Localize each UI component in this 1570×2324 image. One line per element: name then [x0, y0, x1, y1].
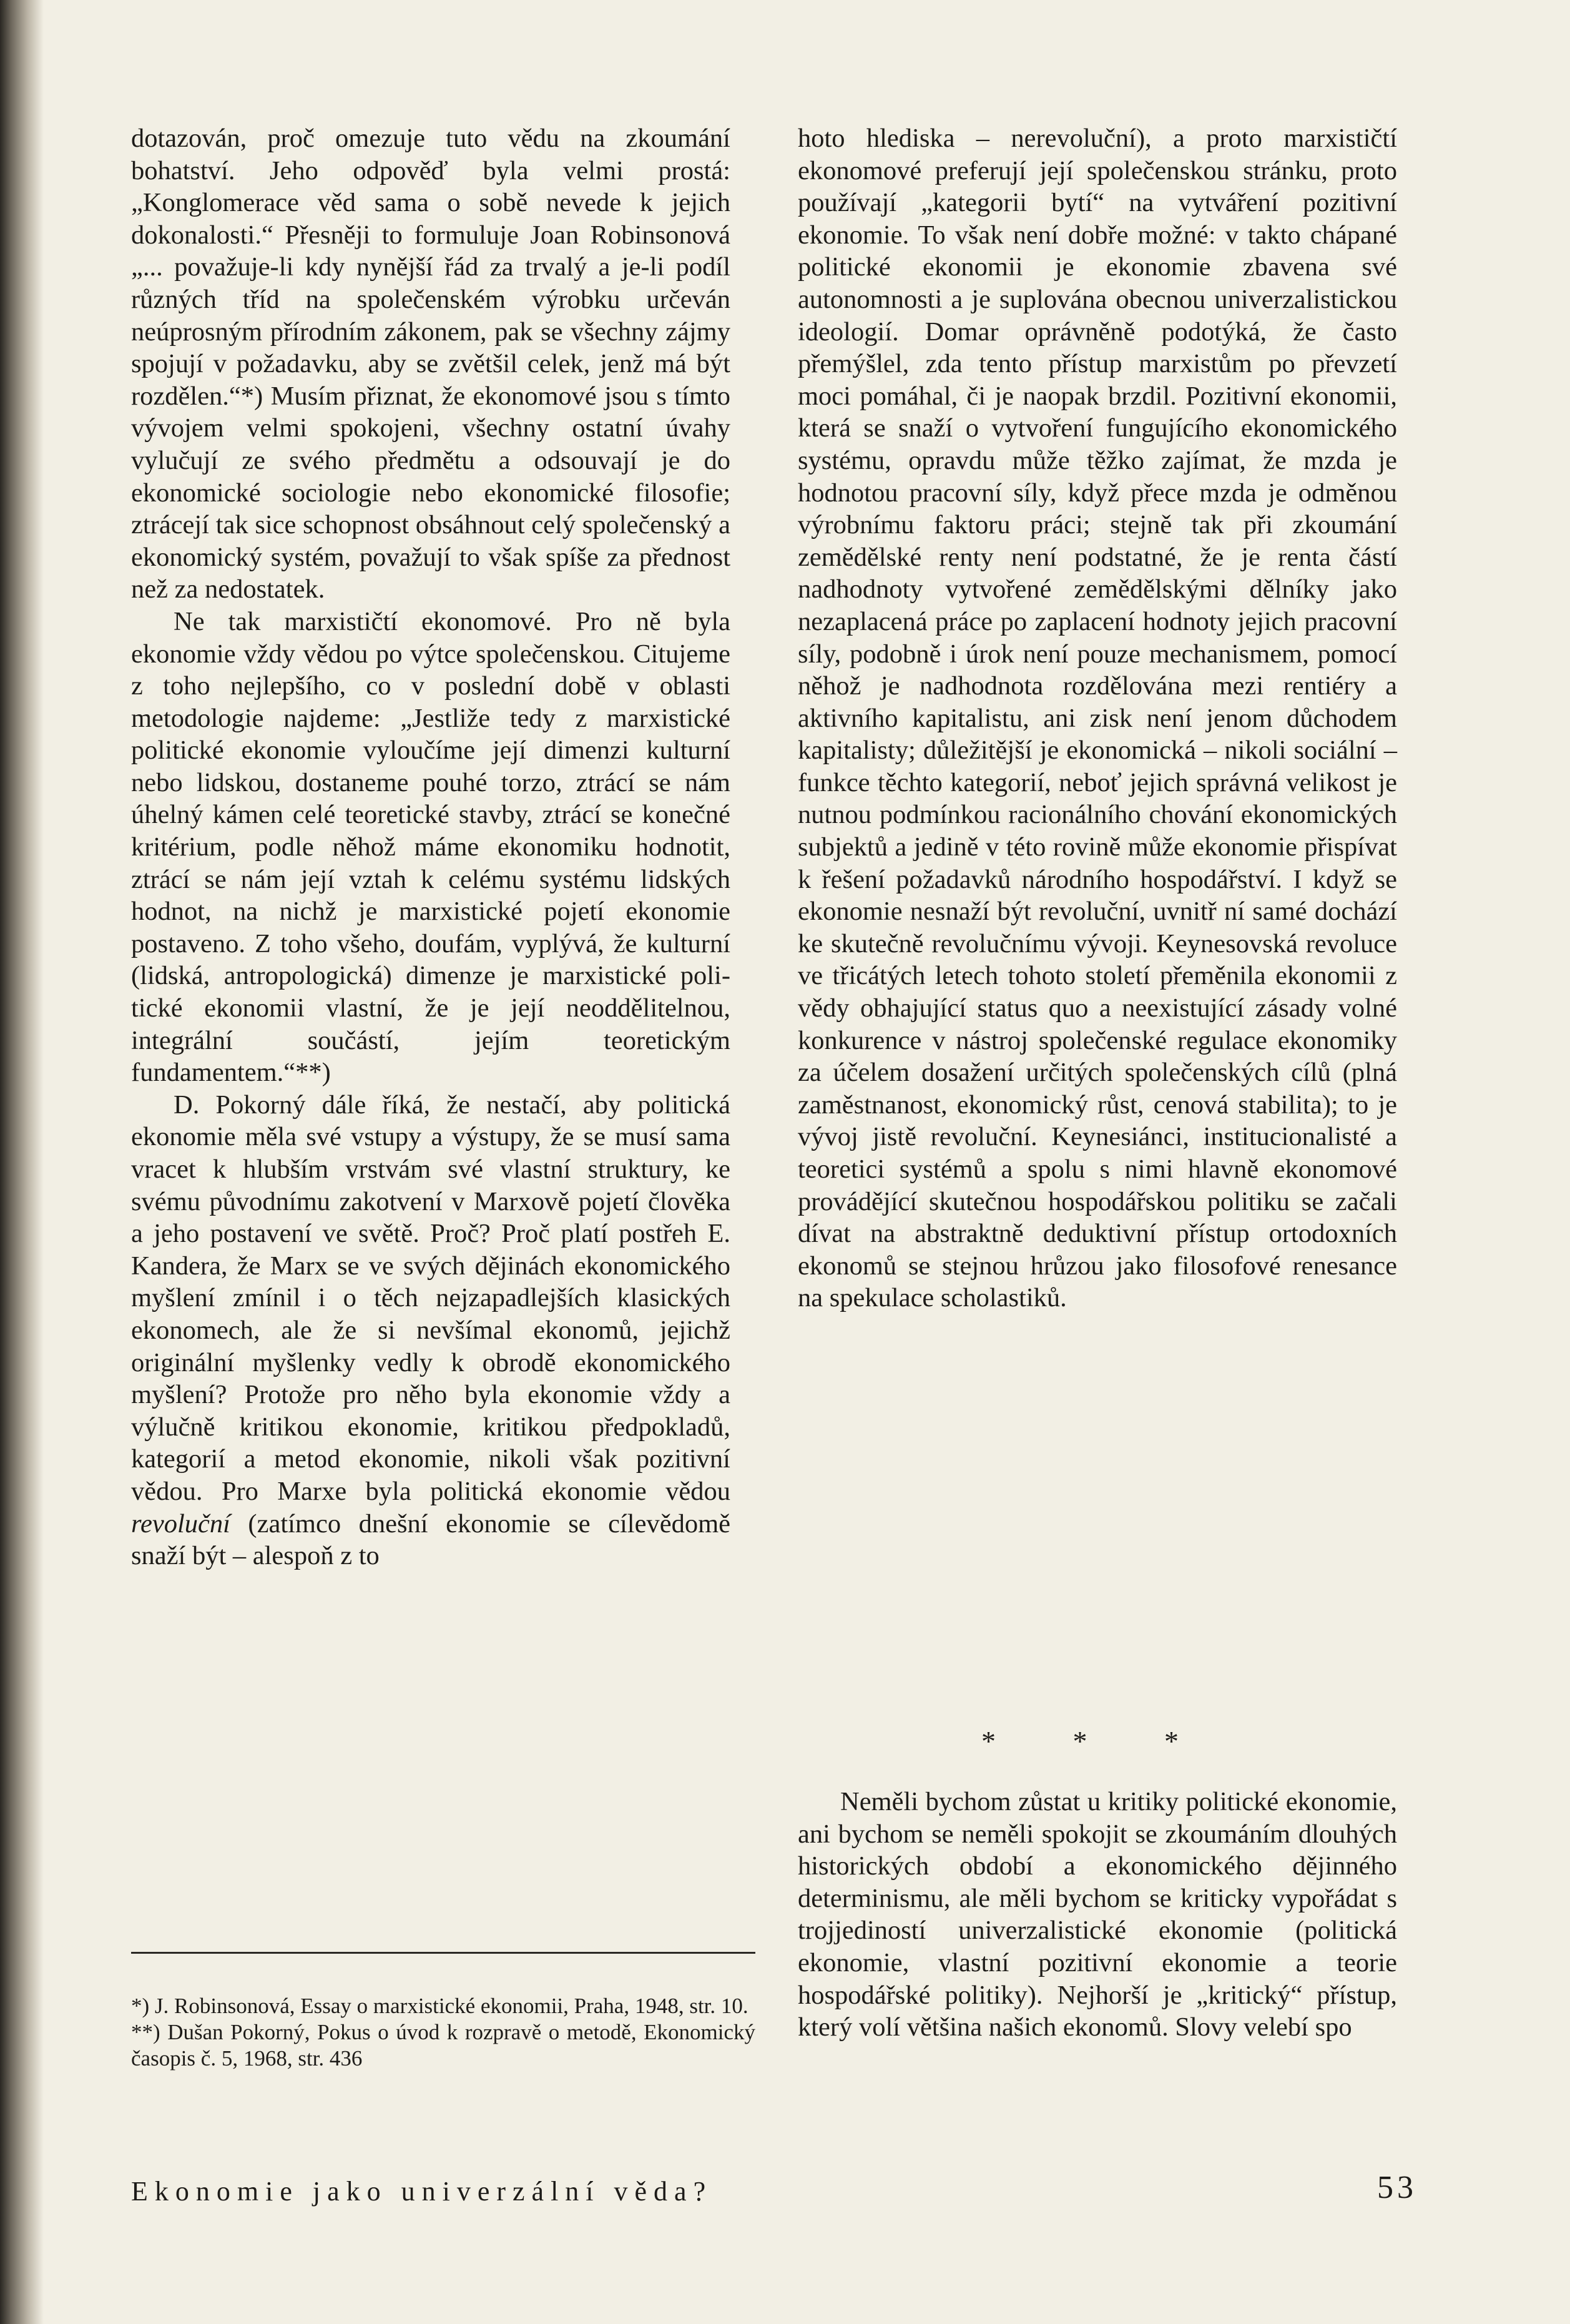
right-text-column-after-separator	[798, 1786, 1397, 2044]
footnote-divider	[131, 1952, 755, 1954]
right-text-column	[798, 122, 1397, 1314]
page-number: 53	[1377, 2170, 1417, 2205]
footnote-1: *) J. Robinsonová, Essay o marxistické ekonomii, Praha, 1948, str. 10.	[131, 1994, 748, 2018]
left-paragraph-3	[131, 1089, 730, 1572]
running-title: Ekonomie jako univerzální věda?	[131, 2176, 713, 2207]
section-separator: * * *	[981, 1725, 1214, 1757]
left-text-column	[131, 122, 730, 1572]
right-paragraph-1: hoto hlediska – nerevoluční), a proto marxističtí ekonomové preferují její společenskou stránku, proto používají „kategorii bytí“ na vytváření pozitivní ekonomie. To však není dobře možné: v takto chápané politické ekonomii je ekonomie zbavena své autonomnosti a je suplována obecnou univerzalistickou ideologií. Domar oprávněně podotýká, že často přemýšlel, zda tento přístup marxistům po převzetí moci pomáhal, či je naopak brzdil. Pozitivní ekonomii, která se snaží o vytvoření fungujícího ekonomického systému, opravdu může těžko zajímat, že mzda je hodnotou pracovní síly, když přece mzda je odměnou výrobnímu faktoru práci; stejně tak při zkoumání zemědělské renty není podstatné, že je renta částí nadhodnoty vytvořené zemědělskými dělníky jako nezaplacená práce po zaplacení hodnoty jejich pracovní síly, podobně i úrok není pouze mechanismem, pomocí něhož je nadhodnota rozdělována mezi rentiéry a aktivního kapitalistu, ani zisk není jenom důchodem kapitalisty; důležitější je ekonomická – nikoli sociální – funkce těchto kategorií, neboť jejich správná velikost je nutnou podmínkou racionálního chování ekonomických subjektů a jedině v této rovině může ekonomie přispívat k řešení požadavků národního hospodářství. I když se ekonomie nesnaží být revoluční, uvnitř ní samé dochází ke skutečně revolučnímu vývoji. Keynesovská revoluce ve třicátých letech tohoto století přeměnila ekonomii z vědy obhajující status quo a neexistující zásady volné konkurence v nástroj společenské regulace ekonomiky za účelem dosažení určitých společenských cílů (plná zaměstnanost, ekonomický růst, cenová stabilita); to je vývoj jistě revoluční. Keynesiánci, institucionalisté a teoretici systémů a spolu s nimi hlavně ekonomové provádějící skutečnou hospodářskou politiku se začali dívat na abstraktně deduktivní přístup ortodoxních ekonomů se stejnou hrůzou jako filosofové renesance na spekulace scholastiků.	[798, 124, 1397, 1313]
footnote-2: **) Dušan Pokorný, Pokus o úvod k rozpravě o metodě, Ekonomický časopis č. 5, 1968, str. 436	[131, 2020, 755, 2070]
left-paragraph-1: dotazován, proč omezuje tuto vědu na zkoumání bohatství. Jeho odpověď byla velmi prostá: „Konglomerace věd sama o sobě nevede k jejich dokonalosti.“ Přesněji to formuluje Joan Robinsonová „... považuje-li kdy nynější řád za trvalý a je-li podíl různých tříd na společenském výrobku určeván neúprosným přírodním zákonem, pak se všechny zájmy spojují v požadavku, aby se zvětšil celek, jenž má být rozdělen.“*) Musím přiznat, že ekonomové jsou s tímto vývojem velmi spokojeni, všechny ostatní úvahy vylučují ze svého předmětu a odsouvají je do ekonomické sociologie nebo ekonomické filosofie; ztrácejí tak sice schopnost obsáhnout celý společenský a ekonomický systém, považují to však spíše za přednost než za nedostatek.	[131, 124, 730, 604]
left-paragraph-3-end: (zatímco dnešní ekonomie se cílevědomě snaží být – alespoň z to	[131, 1509, 730, 1571]
footnotes	[131, 1993, 755, 2072]
left-paragraph-2: Ne tak marxističtí ekonomové. Pro ně byla ekonomie vždy vědou po výtce společenskou. Citujeme z toho nejlepšího, co v poslední době v oblasti metodologie najdeme: „Jestliže tedy z marxistické politické ekonomie vyloučíme její dimenzi kulturní nebo lidskou, dostaneme pouhé torzo, ztrácí se nám úhelný kámen celé teoretické stavby, ztrácí se konečné kritérium, podle něhož máme ekonomiku hodnotit, ztrácí se nám její vztah k celému systému lidských hodnot, na nichž je marxistické pojetí ekonomie postaveno. Z toho všeho, doufám, vyplývá, že kulturní (lidská, antropologická) dimenze je marxistické politické ekonomii vlastní, že je její neoddělitelnou, integrální součástí, jejím teoretickým fundamentem.“**)	[131, 606, 730, 1088]
left-paragraph-3-start: D. Pokorný dále říká, že nestačí, aby politická ekonomie měla své vstupy a výstupy, že se musí sama vracet k hlubším vrstvám své vlastní struktury, ke svému původnímu zakotvení v Marxově pojetí člověka a jeho postavení ve světě. Proč? Proč platí postřeh E. Kandera, že Marx se ve svých dějinách ekonomického myšlení zmínil i o těch nejzapadlejších klasických ekonomech, ale že si nevšímal ekonomů, jejichž originální myšlenky vedly k obrodě ekonomického myšlení? Protože pro něho byla ekonomie vždy a výlučně kritikou ekonomie, kritikou předpokladů, kategorií a metod ekonomie, nikoli však pozitivní vědou. Pro Marxe byla politická ekonomie vědou	[131, 1090, 730, 1506]
emphasized-word: revoluční	[131, 1509, 230, 1539]
right-paragraph-2: Neměli bychom zůstat u kritiky politické ekonomie, ani bychom se neměli spokojit se zkoumáním dlouhých historických období a ekonomického dějinného determinismu, ale měli bychom se kriticky vypořádat s trojjediností univerzalistické ekonomie (politická ekonomie, vlastní pozitivní ekonomie a teorie hospodářské politiky). Nejhorší je „kritický“ přístup, který volí většina našich ekonomů. Slovy velebí spo	[798, 1787, 1397, 2042]
